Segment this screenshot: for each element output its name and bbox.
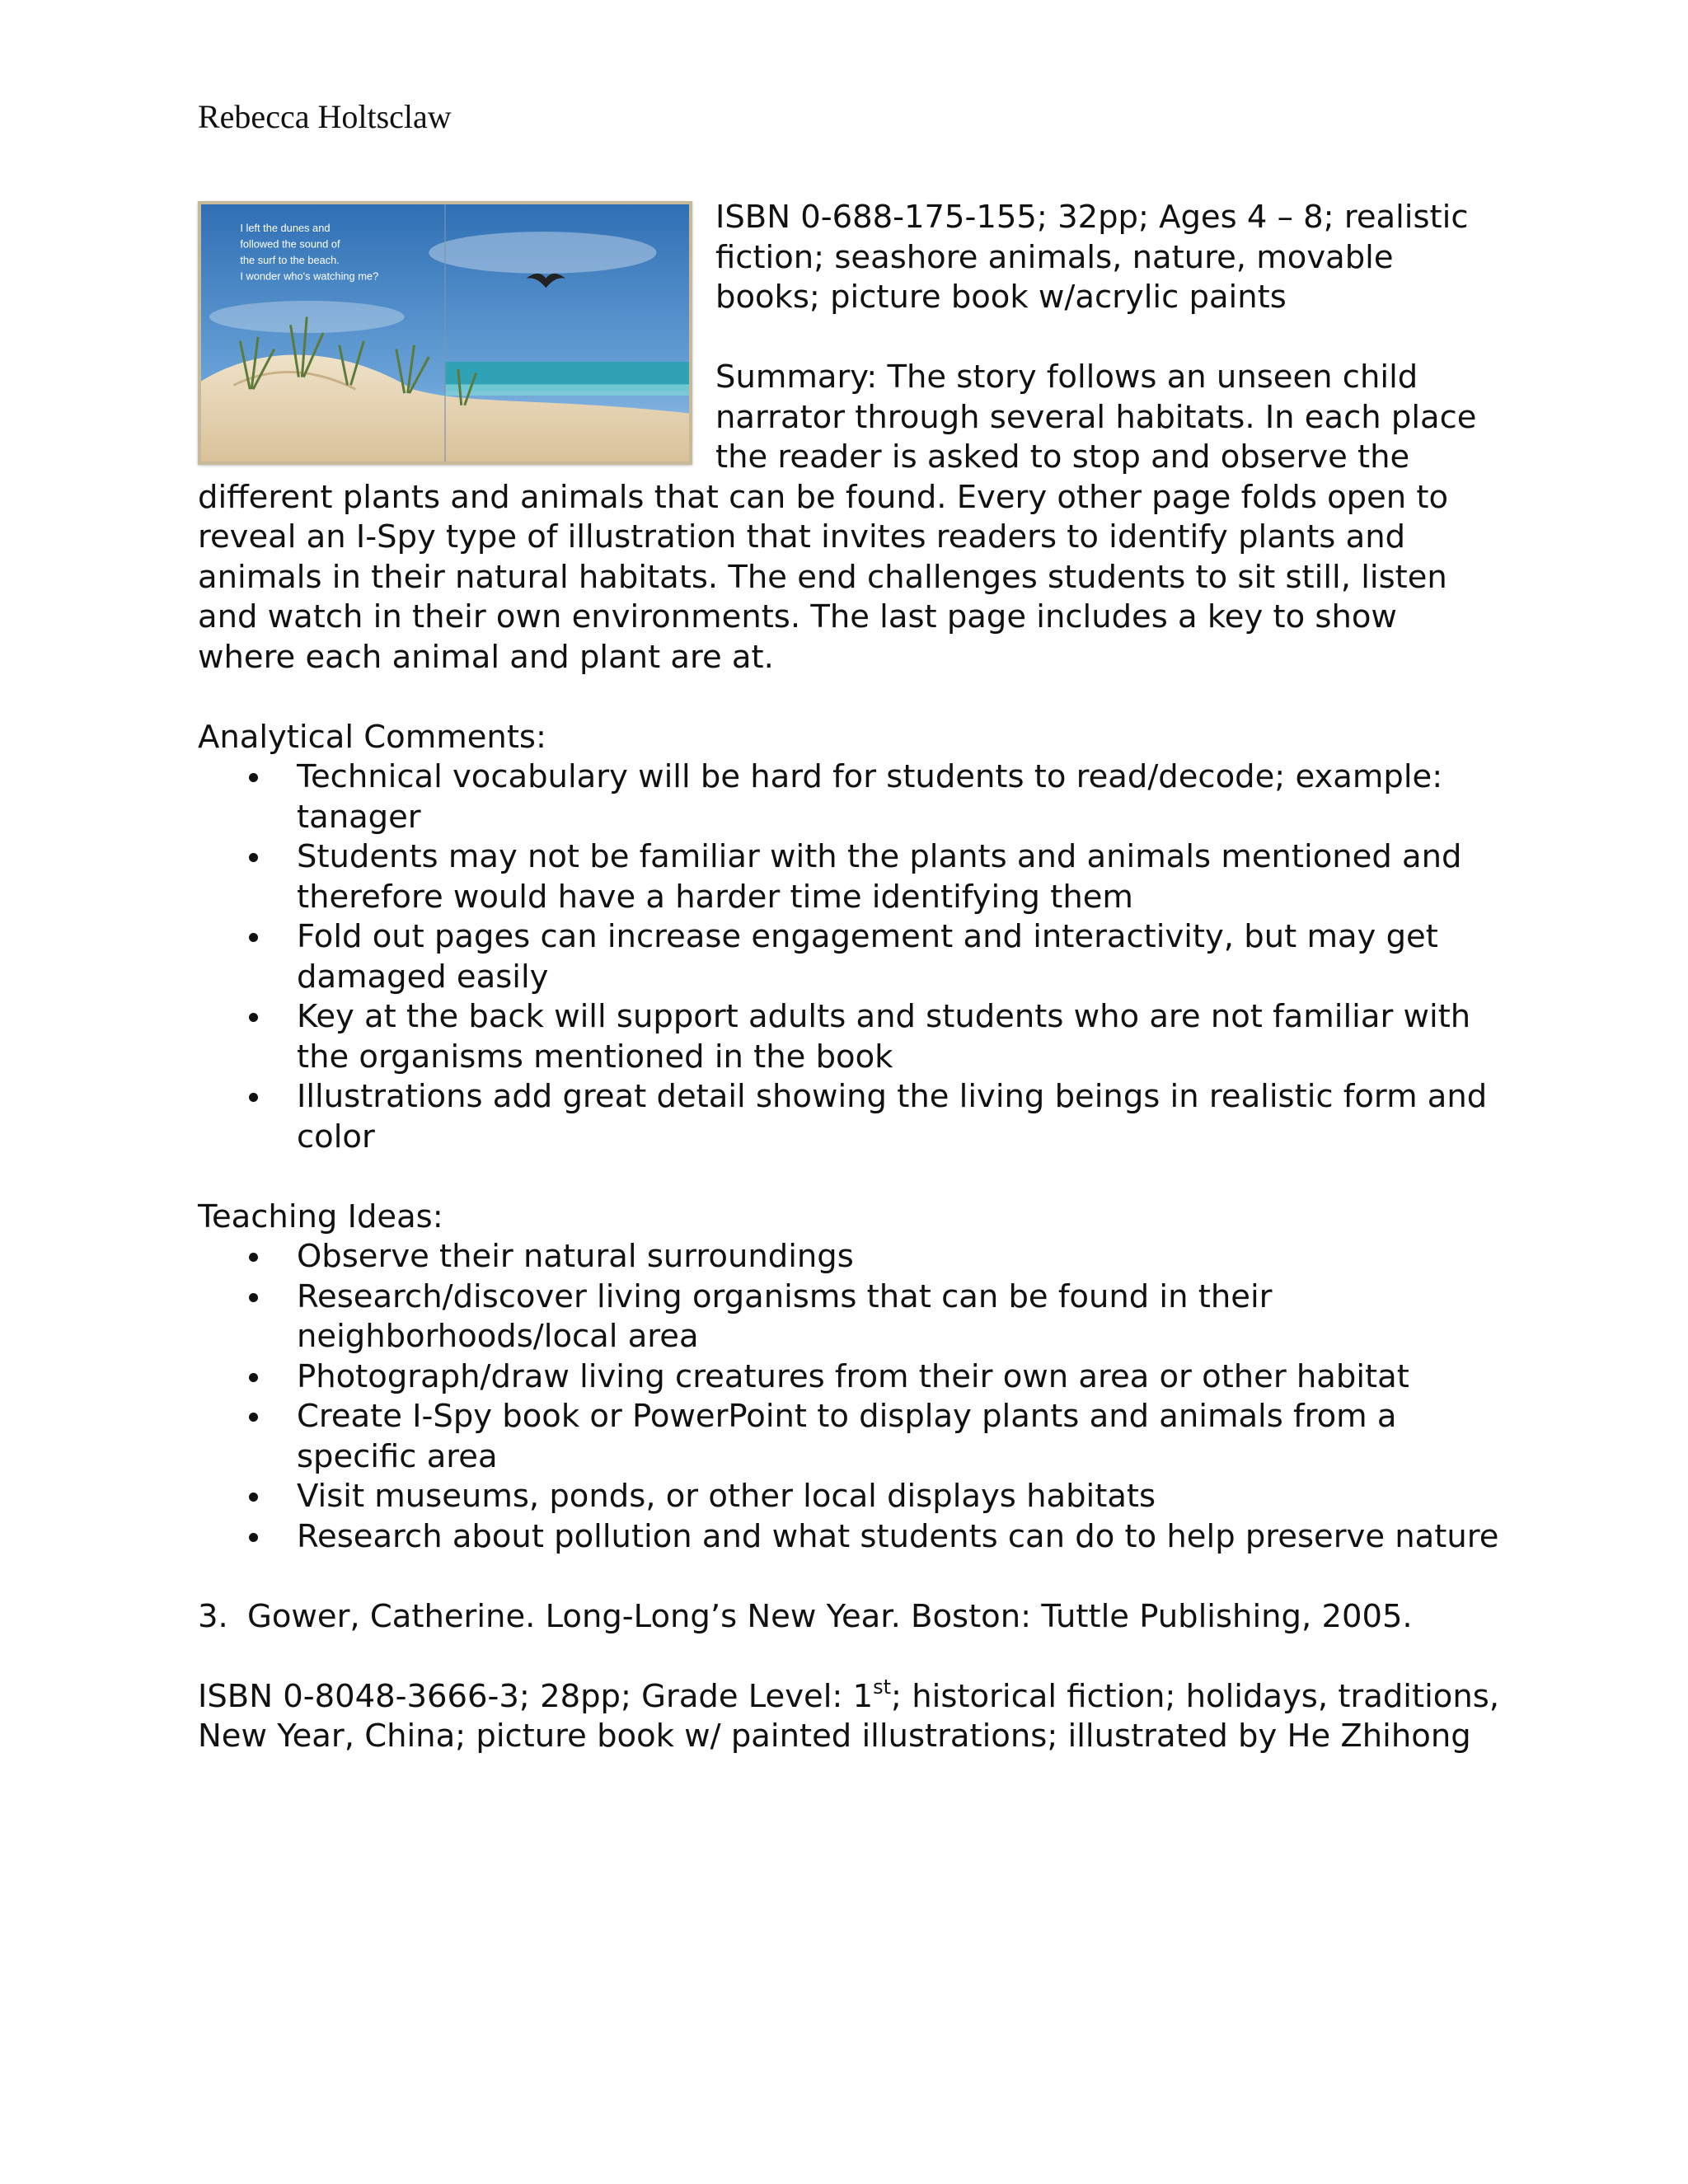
ordinal-superscript: st (873, 1675, 892, 1699)
bullet-icon (249, 1493, 258, 1502)
bullet-icon (249, 773, 258, 782)
author-name: Rebecca Holtsclaw (198, 98, 452, 135)
teaching-item: Photograph/draw living creatures from their own area or other habitat (198, 1357, 1500, 1398)
teaching-item: Observe their natural surroundings (198, 1237, 1500, 1277)
citation-number: 3. (198, 1597, 228, 1635)
book2-citation: Gower, Catherine. Long-Long’s New Year. Boston: Tuttle Publishing, 2005. (247, 1597, 1413, 1635)
analytical-heading: Analytical Comments: (198, 718, 546, 756)
bullet-icon (249, 853, 258, 862)
bullet-icon (249, 1093, 258, 1102)
book-illustration (198, 201, 692, 465)
analytical-item: Students may not be familiar with the plants and animals mentioned and therefore would have a harder time identifying them (198, 837, 1500, 917)
bullet-icon (249, 1293, 258, 1302)
bullet-icon (249, 1253, 258, 1262)
teaching-item: Visit museums, ponds, or other local displays habitats (198, 1477, 1500, 1517)
teaching-heading: Teaching Ideas: (198, 1197, 443, 1235)
bullet-icon (249, 1413, 258, 1422)
document-body (198, 198, 1500, 1757)
teaching-item: Create I-Spy book or PowerPoint to display plants and animals from a specific area (198, 1397, 1500, 1477)
analytical-item: Key at the back will support adults and students who are not familiar with the organisms mentioned in the book (198, 997, 1500, 1077)
book1-summary: Summary: The story follows an unseen child narrator through several habitats. In each place the reader is asked to stop and observe the different plants and animals that can be found. Every other page folds open to reveal an I-Spy type of illustration that invites readers to identify plants and animals in their natural habitats. The end challenges students to sit still, listen and watch in their own environments. The last page includes a key to show where each animal and plant are at. (198, 359, 1477, 676)
analytical-list (198, 757, 1500, 1157)
book2-info: ISBN 0-8048-3666-3; 28pp; Grade Level: 1st; historical fiction; holidays, traditions, New Year, China; picture book w/ painted illustrations; illustrated by He Zhihong (198, 1675, 1500, 1755)
teaching-item: Research about pollution and what students can do to help preserve nature (198, 1517, 1500, 1558)
bullet-icon (249, 933, 258, 942)
teaching-list (198, 1237, 1500, 1557)
illustration-caption: I left the dunes and followed the sound of the surf to the beach. I wonder who's watching me? (240, 222, 379, 283)
analytical-item: Technical vocabulary will be hard for students to read/decode; example: tanager (198, 757, 1500, 837)
analytical-item: Fold out pages can increase engagement and interactivity, but may get damaged easily (198, 917, 1500, 997)
book1-info: ISBN 0-688-175-155; 32pp; Ages 4 – 8; realistic fiction; seashore animals, nature, movable books; picture book w/acrylic paints (715, 199, 1469, 316)
book2-citation-entry (198, 1597, 1500, 1638)
analytical-item: Illustrations add great detail showing the living beings in realistic form and color (198, 1077, 1500, 1157)
bullet-icon (249, 1373, 258, 1382)
teaching-item: Research/discover living organisms that can be found in their neighborhoods/local area (198, 1277, 1500, 1357)
bullet-icon (249, 1533, 258, 1542)
bullet-icon (249, 1013, 258, 1022)
